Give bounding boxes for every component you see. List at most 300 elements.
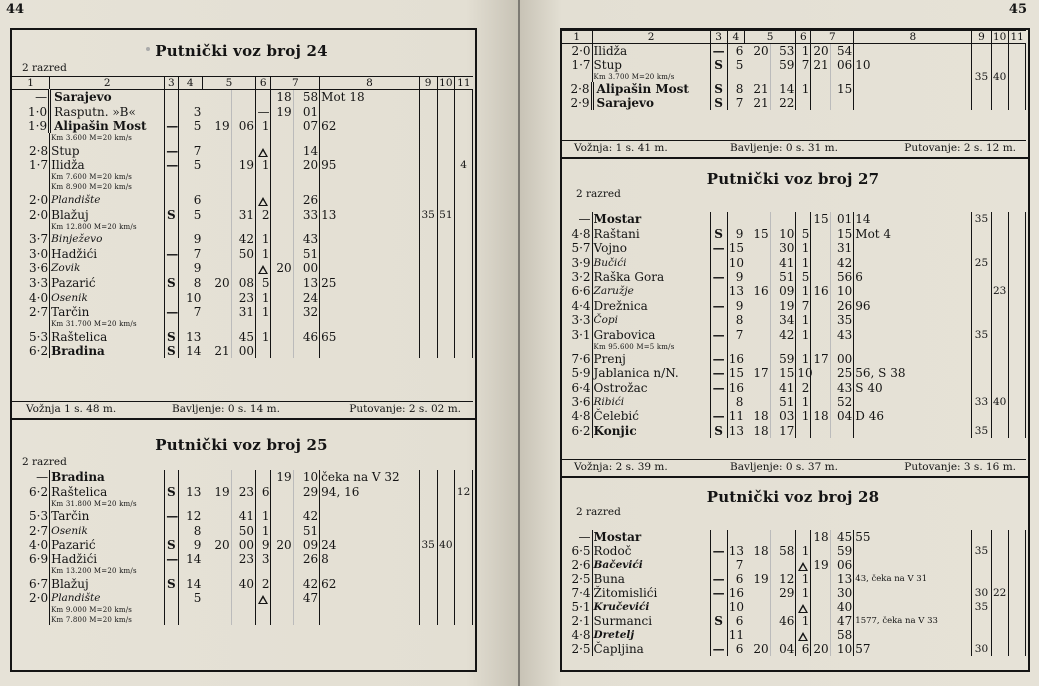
distance-km: 5·3 <box>12 509 50 523</box>
departure-hour <box>811 586 830 600</box>
remarks <box>854 313 972 327</box>
remarks <box>854 284 972 298</box>
cell <box>165 319 178 329</box>
stop-code: — <box>710 44 727 59</box>
col-11 <box>1008 423 1025 437</box>
cell <box>293 499 320 509</box>
station-row <box>562 600 1026 614</box>
station-row <box>562 395 1026 409</box>
remarks <box>320 344 420 359</box>
km-note: Km 31.700 M=20 km/s <box>50 319 165 329</box>
departure-minute: 10 <box>293 470 320 484</box>
cell <box>12 615 50 625</box>
departure-minute: 51 <box>293 523 320 537</box>
col-10 <box>991 572 1008 586</box>
dwell-minutes: 1 <box>256 158 271 173</box>
dwell-minutes: 5 <box>796 226 811 240</box>
col-9 <box>972 352 991 366</box>
col-9 <box>972 58 991 72</box>
departure-hour <box>811 395 830 409</box>
station-name: Jablanica n/N. <box>592 366 710 380</box>
arrival-hour: 15 <box>744 226 770 240</box>
cell <box>165 605 178 615</box>
station-row <box>562 558 1026 572</box>
station-name: Zovik <box>50 261 165 276</box>
stop-code <box>710 530 727 544</box>
station-name: Plandište <box>50 192 165 207</box>
arrival-minute: 50 <box>231 523 255 537</box>
arrival-hour <box>202 523 231 537</box>
col-11 <box>1008 642 1025 656</box>
departure-minute: 54 <box>830 44 854 59</box>
remarks: 95 <box>320 158 420 173</box>
cell <box>437 222 455 232</box>
km-note: Km 3.700 M=20 km/s <box>592 72 710 82</box>
remarks: 57 <box>854 642 972 656</box>
left-page <box>0 0 518 686</box>
cell <box>455 605 473 615</box>
distance-km: 2·9 <box>562 96 592 110</box>
cell: 35 <box>972 72 991 82</box>
departure-minute: 10 <box>830 284 854 298</box>
cell <box>256 319 271 329</box>
dwell-minutes: 1 <box>796 284 811 298</box>
col-10 <box>437 158 455 173</box>
col-11 <box>455 552 473 566</box>
col-11 <box>455 290 473 305</box>
station-name: Kručevići <box>592 600 710 614</box>
col-9 <box>419 261 437 276</box>
stop-code <box>710 313 727 327</box>
arrival-hour <box>202 576 231 590</box>
departure-minute: 45 <box>830 530 854 544</box>
summary-voznja: Vožnja: 1 s. 41 m. <box>574 142 668 154</box>
arrival-hour <box>744 255 770 269</box>
distance-km: 4·8 <box>562 409 592 423</box>
arrival-hour <box>744 212 770 226</box>
train-27-title: Putnički voz broj 27 <box>706 170 880 188</box>
arrival-minute <box>231 104 255 119</box>
remarks <box>320 305 420 320</box>
station-name: Dretelj <box>592 628 710 642</box>
station-name: Tarčin <box>50 509 165 523</box>
col-10 <box>437 119 455 134</box>
departure-hour <box>811 614 830 628</box>
cell <box>12 566 50 576</box>
departure-hour <box>811 298 830 312</box>
distance-km: 4·4 <box>562 298 592 312</box>
station-name: Zaružje <box>592 284 710 298</box>
col-11 <box>1008 313 1025 327</box>
arrival-hour <box>744 270 770 284</box>
cell <box>437 566 455 576</box>
stop-code: — <box>166 305 179 320</box>
column-number: 3 <box>165 77 178 90</box>
dwell-minutes <box>796 212 811 226</box>
col-11 <box>455 207 473 222</box>
dwell-minutes: 1 <box>796 327 811 341</box>
distance-km: 4·8 <box>562 628 592 642</box>
km-note-row <box>12 566 473 576</box>
station-row <box>12 305 473 320</box>
departure-minute: 40 <box>830 600 854 614</box>
train-27-table <box>562 212 1026 438</box>
col-9: 35 <box>972 212 991 226</box>
departure-minute: 58 <box>293 90 320 105</box>
cell <box>231 566 255 576</box>
run-minutes: 7 <box>193 246 202 261</box>
distance-km: 6·2 <box>562 423 592 437</box>
cell <box>271 182 293 192</box>
stop-code: S <box>165 207 178 222</box>
departure-minute: 07 <box>293 119 320 134</box>
col-10 <box>991 366 1008 380</box>
col-11 <box>1008 380 1025 394</box>
arrival-hour <box>202 246 231 261</box>
cell <box>455 222 473 232</box>
remarks <box>854 628 972 642</box>
departure-minute: 59 <box>830 544 854 558</box>
cell <box>320 133 420 143</box>
col-10 <box>991 409 1008 423</box>
col-10 <box>991 423 1008 437</box>
departure-minute: 14 <box>293 143 320 158</box>
dwell-minutes: 1 <box>256 246 271 261</box>
col-9 <box>419 192 437 207</box>
km-note-row <box>12 182 473 192</box>
departure-hour: 20 <box>271 538 293 552</box>
station-name: Rasputn. »B« <box>50 104 165 119</box>
remarks: 62 <box>320 119 420 134</box>
station-row <box>12 275 473 290</box>
km-note: Km 12.800 M=20 km/s <box>50 222 165 232</box>
distance-km: 1·7 <box>12 158 50 173</box>
col-10 <box>437 232 455 247</box>
station-name: Drežnica <box>592 298 710 312</box>
col-11 <box>1008 572 1025 586</box>
col-9 <box>419 143 437 158</box>
arrival-minute: 04 <box>770 642 796 656</box>
column-number: 8 <box>320 77 420 90</box>
run-minutes: 7 <box>735 96 744 110</box>
dwell-minutes: 7 <box>796 298 811 312</box>
cell <box>770 72 796 82</box>
cell <box>256 615 271 625</box>
run-minutes: 7 <box>193 143 202 158</box>
departure-minute: 15 <box>830 82 854 96</box>
run-minutes: 9 <box>735 226 744 241</box>
col-10 <box>991 313 1008 327</box>
cell <box>419 182 437 192</box>
col-11 <box>1008 82 1025 96</box>
cell <box>455 172 473 182</box>
distance-km: 3·6 <box>12 261 50 276</box>
col-10 <box>437 576 455 590</box>
cell <box>231 133 255 143</box>
col-9 <box>419 509 437 523</box>
arrival-hour <box>202 509 231 523</box>
col-10 <box>991 642 1008 656</box>
col-9 <box>419 246 437 261</box>
col-11 <box>455 523 473 537</box>
dwell-minutes: 1 <box>796 544 811 558</box>
bullet-mark <box>146 47 150 51</box>
cell <box>256 499 271 509</box>
col-10 <box>437 470 455 484</box>
departure-hour <box>811 255 830 269</box>
stop-code <box>710 395 727 409</box>
col-10 <box>991 600 1008 614</box>
cell <box>419 566 437 576</box>
arrival-minute: 23 <box>231 484 255 498</box>
arrival-minute: 58 <box>770 544 796 558</box>
cell <box>744 72 770 82</box>
run-minutes: 13 <box>728 423 744 438</box>
station-row <box>562 642 1026 656</box>
departure-minute <box>293 344 320 359</box>
departure-minute: 42 <box>830 255 854 269</box>
stop-code <box>165 261 178 276</box>
cell <box>202 499 231 509</box>
col-9: 25 <box>972 255 991 269</box>
distance-km: 5·1 <box>562 600 592 614</box>
remarks <box>854 327 972 341</box>
station-row <box>562 586 1026 600</box>
distance-km: 1·0 <box>12 104 50 119</box>
arrival-hour: 20 <box>202 275 231 290</box>
col-9 <box>972 614 991 628</box>
col-11 <box>1008 298 1025 312</box>
cell <box>455 182 473 192</box>
arrival-hour <box>202 591 231 605</box>
distance-km: 6·9 <box>12 552 50 566</box>
departure-hour <box>811 313 830 327</box>
arrival-hour <box>744 586 770 600</box>
stop-code: — <box>166 143 179 158</box>
col-9 <box>419 344 437 359</box>
distance-km: 2·8 <box>12 143 50 158</box>
run-minutes: 6 <box>735 642 744 656</box>
stop-code: S <box>710 226 727 240</box>
departure-minute <box>830 96 854 110</box>
station-row <box>562 284 1026 298</box>
run-minutes: 11 <box>728 409 744 424</box>
col-11: 12 <box>455 484 473 498</box>
col-11 <box>1008 58 1025 72</box>
distance-km: 4·8 <box>562 226 592 240</box>
departure-minute: 26 <box>830 298 854 312</box>
departure-hour <box>271 246 293 261</box>
arrival-minute: 46 <box>770 614 796 628</box>
train-24-class: 2 razred <box>22 62 67 74</box>
summary-bavljenje: Bavljenje: 0 s. 14 m. <box>172 403 280 415</box>
stop-code: — <box>710 366 727 380</box>
arrival-minute <box>231 591 255 605</box>
col-11 <box>455 509 473 523</box>
station-row <box>562 327 1026 341</box>
remarks: S 40 <box>854 380 972 394</box>
column-number: 5 <box>202 77 255 90</box>
station-name: Raška Gora <box>592 270 710 284</box>
stop-code: S <box>165 484 178 498</box>
cell <box>293 222 320 232</box>
station-name: Stup <box>592 58 710 72</box>
column-number: 11 <box>455 77 473 90</box>
arrival-hour <box>202 158 231 173</box>
run-minutes: 6 <box>193 193 202 208</box>
distance-km: — <box>562 530 592 544</box>
station-row <box>562 96 1026 110</box>
stop-code <box>165 192 178 207</box>
stop-code: — <box>710 298 727 312</box>
train-28-class: 2 razred <box>576 506 621 518</box>
arrival-hour: 19 <box>202 484 231 498</box>
arrival-minute <box>770 628 796 642</box>
station-name: Raštani <box>592 226 710 240</box>
distance-km: 6·6 <box>562 284 592 298</box>
col-10 <box>991 270 1008 284</box>
station-name: Grabovica <box>592 327 710 341</box>
stop-code <box>165 523 178 537</box>
arrival-hour <box>744 241 770 255</box>
remarks: 13 <box>320 207 420 222</box>
departure-minute: 09 <box>293 538 320 552</box>
train-25-summary <box>562 140 1026 155</box>
stop-code: S <box>710 423 727 437</box>
col-10: 22 <box>993 587 1007 599</box>
summary-putovanje: Putovanje: 2 s. 02 m. <box>349 403 461 415</box>
cell <box>202 615 231 625</box>
cell <box>231 319 255 329</box>
cell <box>972 342 991 352</box>
departure-hour: 18 <box>811 530 830 544</box>
dwell-minutes: 1 <box>796 614 811 628</box>
cell <box>437 133 455 143</box>
station-name: Pazarić <box>50 275 165 290</box>
cell <box>271 222 293 232</box>
km-note: Km 7.600 M=20 km/s <box>50 172 165 182</box>
col-9 <box>419 158 437 173</box>
departure-minute: 43 <box>830 380 854 394</box>
departure-minute: 06 <box>830 58 854 72</box>
distance-km: 1·7 <box>562 58 592 72</box>
run-minutes <box>727 530 744 544</box>
remarks: Mot 18 <box>320 90 420 105</box>
col-11 <box>1008 241 1025 255</box>
km-note-row <box>12 172 473 182</box>
cell <box>256 566 271 576</box>
departure-minute: 13 <box>830 572 854 586</box>
station-row <box>12 104 473 119</box>
dwell-minutes: 1 <box>796 313 811 327</box>
remarks <box>854 423 972 437</box>
arrival-hour: 18 <box>744 409 770 423</box>
km-note-row <box>12 499 473 509</box>
km-note: Km 8.900 M=20 km/s <box>50 182 165 192</box>
station-row <box>562 530 1026 544</box>
col-10 <box>437 90 455 105</box>
station-row <box>12 591 473 605</box>
col-9 <box>419 290 437 305</box>
station-row <box>12 143 473 158</box>
col-11 <box>455 143 473 158</box>
col-9 <box>972 558 991 572</box>
stop-code: S <box>710 82 727 96</box>
arrival-hour <box>202 90 231 105</box>
dwell-minutes: 1 <box>256 509 271 523</box>
station-row <box>562 270 1026 284</box>
arrival-minute <box>770 212 796 226</box>
arrival-minute: 19 <box>231 158 255 173</box>
arrival-minute: 41 <box>231 509 255 523</box>
departure-minute: 46 <box>293 329 320 344</box>
cell <box>178 615 202 625</box>
station-name: Blažuj <box>50 207 165 222</box>
arrival-minute: 42 <box>231 232 255 247</box>
departure-hour: 20 <box>811 44 830 59</box>
distance-km: 3·7 <box>12 232 50 247</box>
col-9 <box>419 576 437 590</box>
col-9 <box>419 119 437 134</box>
station-row <box>562 58 1026 72</box>
stop-code: S <box>710 614 727 628</box>
departure-hour <box>811 270 830 284</box>
station-row <box>562 44 1026 59</box>
col-11 <box>455 119 473 134</box>
col-10 <box>437 305 455 320</box>
remarks: 55 <box>854 530 972 544</box>
col-11 <box>455 470 473 484</box>
stop-code: S <box>165 538 178 552</box>
cell <box>202 222 231 232</box>
train-27-class: 2 razred <box>576 188 621 200</box>
train-27-summary <box>562 459 1026 474</box>
col-10 <box>991 96 1008 110</box>
arrival-minute: 59 <box>770 352 796 366</box>
departure-hour: 21 <box>811 58 830 72</box>
column-number: 9 <box>419 77 437 90</box>
station-name: Blažuj <box>50 576 165 590</box>
run-minutes: 8 <box>735 313 744 328</box>
departure-hour: 19 <box>271 470 293 484</box>
arrival-minute: 12 <box>770 572 796 586</box>
departure-minute: 32 <box>293 305 320 320</box>
distance-km: 6·7 <box>12 576 50 590</box>
train-25-continued-table <box>562 30 1026 110</box>
column-number: 11 <box>1008 31 1025 44</box>
section-divider <box>560 157 1028 159</box>
km-note-row <box>12 133 473 143</box>
col-10 <box>991 530 1008 544</box>
station-name: Čapljina <box>592 642 710 656</box>
arrival-hour <box>202 470 231 484</box>
cell <box>231 605 255 615</box>
cell <box>770 342 796 352</box>
col-10 <box>437 484 455 498</box>
cell <box>12 499 50 509</box>
remarks <box>320 509 420 523</box>
arrival-hour <box>202 207 231 222</box>
station-row <box>12 509 473 523</box>
stop-code: — <box>166 246 179 261</box>
col-11 <box>1008 96 1025 110</box>
col-10 <box>991 82 1008 96</box>
km-note-row <box>562 72 1026 82</box>
distance-km: 6·2 <box>12 484 50 498</box>
cell <box>320 222 420 232</box>
station-row <box>562 423 1026 437</box>
col-9 <box>972 270 991 284</box>
